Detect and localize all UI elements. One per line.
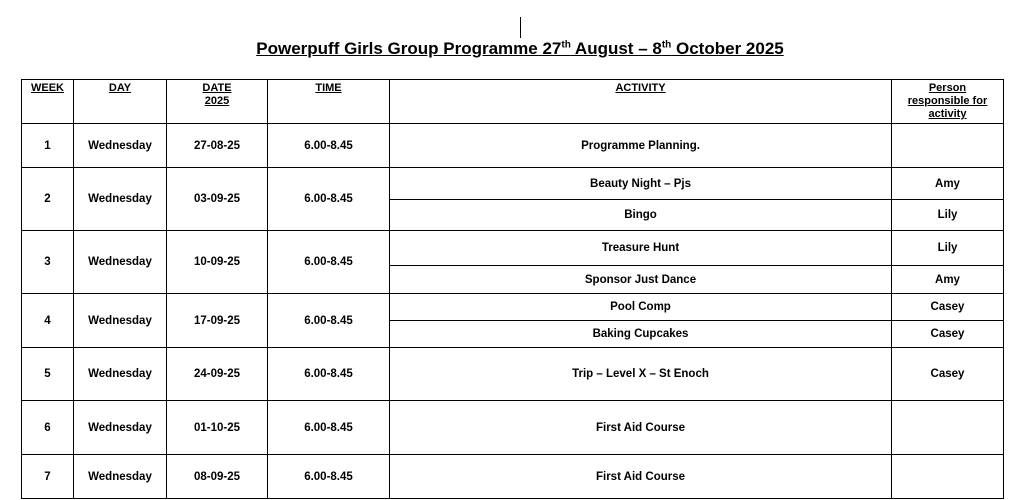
programme-table (21, 79, 1004, 499)
date-cell: 17-09-25 (167, 294, 268, 348)
header-date: DATE 2025 (167, 80, 268, 124)
date-cell: 08-09-25 (167, 455, 268, 499)
day-cell: Wednesday (74, 124, 167, 168)
week-cell: 3 (22, 231, 74, 294)
date-cell: 10-09-25 (167, 231, 268, 294)
week-cell: 1 (22, 124, 74, 168)
header-time: TIME (268, 80, 390, 124)
day-cell: Wednesday (74, 168, 167, 231)
week-cell: 2 (22, 168, 74, 231)
text-cursor (520, 17, 521, 38)
day-cell: Wednesday (74, 455, 167, 499)
activity-cell: Pool Comp (390, 294, 892, 321)
person-cell: Lily (892, 200, 1004, 231)
table-row (22, 348, 1004, 401)
header-week: WEEK (22, 80, 74, 124)
activity-cell: Beauty Night – Pjs (390, 168, 892, 200)
week-cell: 7 (22, 455, 74, 499)
header-activity: ACTIVITY (390, 80, 892, 124)
activity-cell: Trip – Level X – St Enoch (390, 348, 892, 401)
day-cell: Wednesday (74, 231, 167, 294)
date-cell: 24-09-25 (167, 348, 268, 401)
activity-cell: Bingo (390, 200, 892, 231)
week-cell: 5 (22, 348, 74, 401)
person-cell (892, 401, 1004, 455)
day-cell: Wednesday (74, 294, 167, 348)
time-cell: 6.00-8.45 (268, 231, 390, 294)
time-cell: 6.00-8.45 (268, 124, 390, 168)
activity-cell: Treasure Hunt (390, 231, 892, 266)
day-cell: Wednesday (74, 401, 167, 455)
person-cell: Amy (892, 266, 1004, 294)
table-row (22, 401, 1004, 455)
person-cell (892, 124, 1004, 168)
time-cell: 6.00-8.45 (268, 455, 390, 499)
person-cell (892, 455, 1004, 499)
week-cell: 6 (22, 401, 74, 455)
header-row (22, 80, 1004, 124)
person-cell: Casey (892, 294, 1004, 321)
person-cell: Casey (892, 321, 1004, 348)
page-title: Powerpuff Girls Group Programme 27th August – 8th October 2025 (256, 39, 784, 58)
table-row (22, 168, 1004, 200)
activity-cell: Programme Planning. (390, 124, 892, 168)
activity-cell: Baking Cupcakes (390, 321, 892, 348)
table-row (22, 294, 1004, 321)
header-day: DAY (74, 80, 167, 124)
person-cell: Amy (892, 168, 1004, 200)
activity-cell: Sponsor Just Dance (390, 266, 892, 294)
activity-cell: First Aid Course (390, 455, 892, 499)
date-cell: 01-10-25 (167, 401, 268, 455)
person-cell: Lily (892, 231, 1004, 266)
table-row (22, 231, 1004, 266)
time-cell: 6.00-8.45 (268, 168, 390, 231)
time-cell: 6.00-8.45 (268, 348, 390, 401)
time-cell: 6.00-8.45 (268, 401, 390, 455)
week-cell: 4 (22, 294, 74, 348)
date-cell: 03-09-25 (167, 168, 268, 231)
table-row (22, 455, 1004, 499)
person-cell: Casey (892, 348, 1004, 401)
activity-cell: First Aid Course (390, 401, 892, 455)
day-cell: Wednesday (74, 348, 167, 401)
time-cell: 6.00-8.45 (268, 294, 390, 348)
table-row (22, 124, 1004, 168)
date-cell: 27-08-25 (167, 124, 268, 168)
header-person-responsible: Person responsible for activity (892, 80, 1004, 124)
